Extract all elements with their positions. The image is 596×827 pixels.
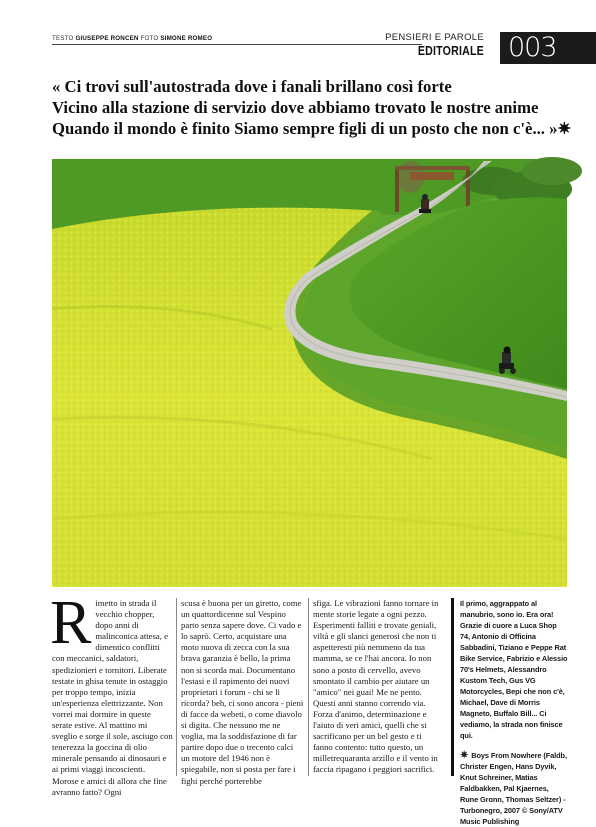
hero-photo [52,159,567,587]
pull-quote [52,76,572,139]
sidebar-note [451,598,568,826]
header-rule [52,44,422,45]
page-number: 003 [500,32,596,64]
song-credit [460,750,568,827]
credit-photo-author: SIMONE ROMEO [160,35,213,42]
column-divider [176,598,177,776]
quote-line-1: « Ci trovi sull'autostrada dove i fanali brillano così forte [52,77,452,96]
credit-text-label: TESTO [52,35,74,42]
article-text-1: imetto in strada il vecchio chopper, dopo anni di malinconica attesa, e dimentico conflitti con meccanici, saldatori, spedizionieri e tornitori. Liberate testate in ghisa tenute in ostaggio per troppo tempo, inizia un'esperienza elettrizzante. Non vorrei mai dormire in queste serate estive. Al mattino mi sveglio e sorge il sole, asciugo con tenerezza la goccina di olio minerale pensando ai dinosauri e ai primi viaggi incoscienti. Morose e amici di allora che fine avranno fatto? Ogni [52,598,173,797]
article-column-2 [181,598,304,787]
credit-text-author: GIUSEPPE RONCEN [75,35,139,42]
song-credit-text: Boys From Nowhere (Faldb, Christer Engen, Hans Dyvik, Knut Schreiner, Matias Faldbakken, Pal Kjaernes, Rune Gronn, Thomas Seltzer) - Turbonegro, 2007 © Sony/ATV Music Publishing [460,751,567,826]
article-column-1 [50,589,173,798]
drop-cap: R [50,589,92,657]
page-header [52,32,596,64]
column-divider [308,598,309,776]
section-label [385,32,484,59]
landscape-illustration [52,159,567,587]
article-text-3: sfiga. Le vibrazioni fanno tornare in mente storie legate a ogni pezzo. Esperimenti falliti e trovate geniali, viltà e gli slanci generosi che non ti aspetteresti più nemmeno da tua mamma, se ce l'hai ancora. Io non sono a posto di cervello, avevo smontato il cambio per aiutare un "amico" nei guai! Me ne pento. Questi anni stanno correndo via. Forza d'animo, determinazione e l'aiuto di veri amici, quelli che si sacrificano per un bel gesto e ti fanno contento: tutto questo, un milletrequaranta arzillo e il vento in faccia ripagano i peggiori sacrifici. [313,598,439,775]
section-kicker: PENSIERI E PAROLE [385,32,484,43]
article-column-3 [313,598,443,776]
sidebar-body: Il primo, aggrappato al manubrio, sono io. Era ora! Grazie di cuore a Luca Shop 74, Antonio di Officina Sabbadini, Tiziano e Peppe Rat Bike Service, Fabrizio e Alessio 70's Helmets, Alessandro Kustom Tech, Gus VG Motorcycles, Bepi che non c'è, Michael, Dave di Morris Magneto, Buffalo Bill... Ci vediamo, la strada non finisce qui. [460,599,568,740]
credit-photo-label: FOTO [140,35,159,42]
quote-line-2: Vicino alla stazione di servizio dove abbiamo trovato le nostre anime [52,98,539,117]
article-text-2: scusa è buona per un giretto, come un quattordicenne sul Vespino parto senza sapere dove. Ci vado e lo saprò. Certo, acquistare una moto nuova di zecca con la sua brava garanzia è bello, la prima non si scorda mai. Documentano l'estasi e il rapimento dei nuovi proprietari i forum - chi se li ricorda? beh, ci sono ancora - pieni di facce da webeti, o come diavolo si digita. Che nessuno me ne voglia, ma la soddisfazione di far partire dopo due o trecento calci un motore del 1946 non è spiegabile, non si posta per fare i fighi perché porterebbe [181,598,304,786]
section-title: EDITORIALE [417,43,484,58]
quote-line-3: Quando il mondo è finito Siamo sempre figli di un posto che non c'è... »✷ [52,119,572,138]
asterisk-icon: ✷ [460,750,469,761]
byline [52,35,212,42]
